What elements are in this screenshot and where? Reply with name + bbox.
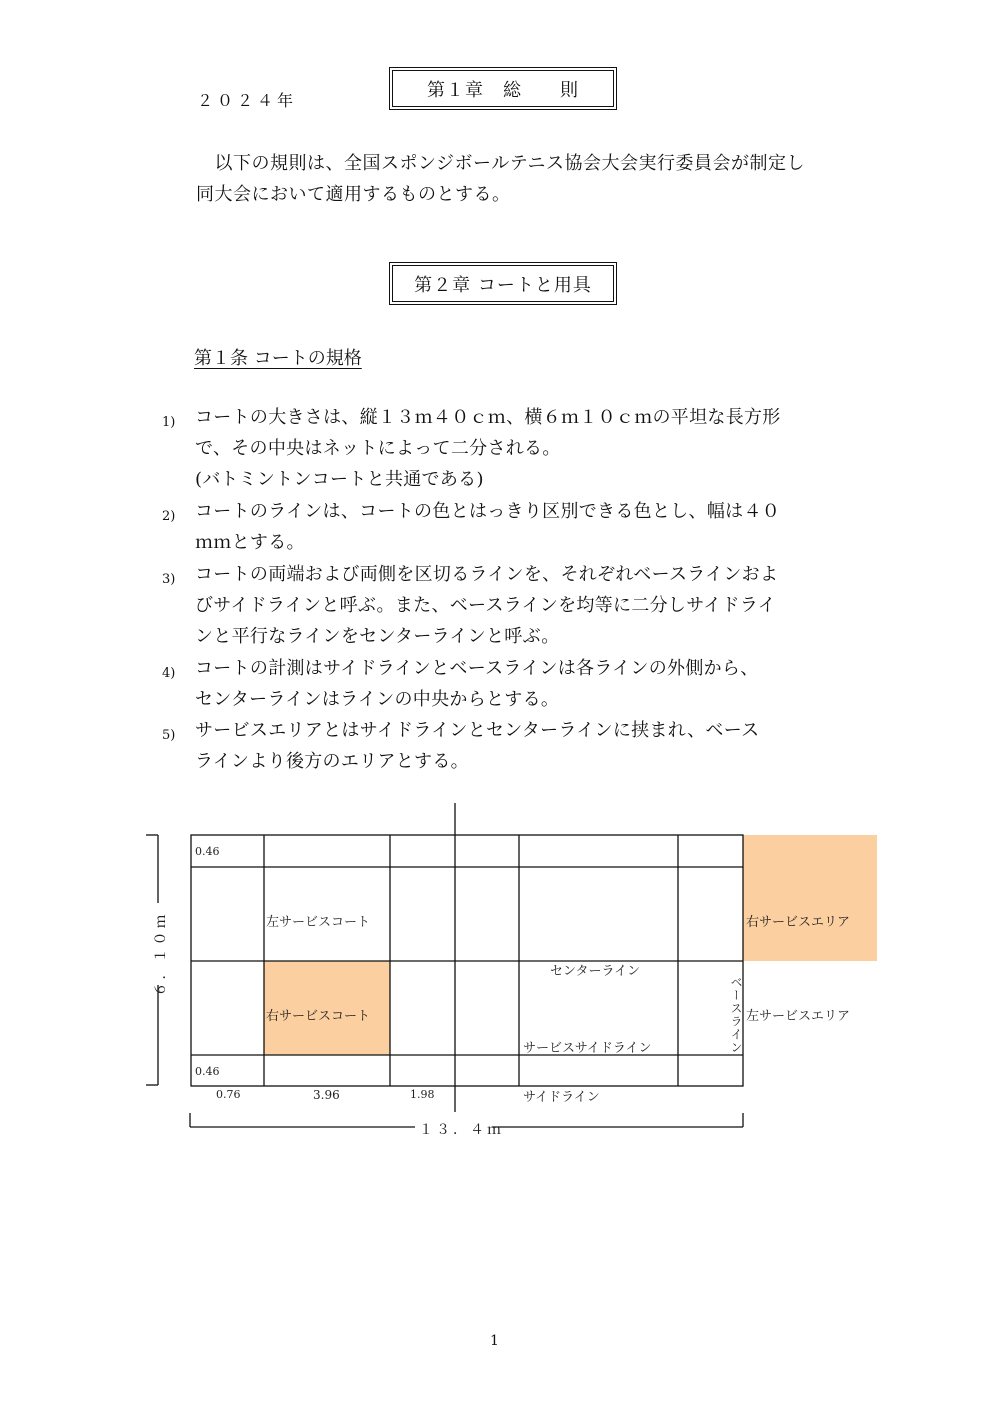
item-number: 5) [162,728,176,743]
item-number: 3) [162,572,176,587]
left-service-area-label: 左サービスエリア [746,1009,851,1024]
right-service-court-label: 右サービスコート [266,1009,371,1024]
item-line: (バトミントンコートと共通である) [195,469,484,490]
item-line: で、その中央はネットによって二分される。 [195,438,561,459]
chapter2-title: 第２章 コートと用具 [392,265,614,302]
dimension-076: 0.76 [216,1088,241,1101]
item-line: ラインより後方のエリアとする。 [195,751,469,772]
item-line: コートの両端および両側を区切るラインを、それぞれベースラインおよ [195,564,779,585]
item-line: コートの大きさは、縦１３ｍ４０ｃｍ、横６ｍ１０ｃｍの平坦な長方形 [195,407,781,428]
center-line-label: センターライン [550,964,641,979]
item-number: 4) [162,666,176,681]
base-line-label: ベースライン [729,976,743,1054]
item-line: びサイドラインと呼ぶ。また、ベースラインを均等に二分しサイドライ [195,595,776,616]
page-number: 1 [490,1333,499,1349]
right-service-area-label: 右サービスエリア [746,915,851,930]
item-line: サービスエリアとはサイドラインとセンターラインに挟まれ、ベース [195,720,760,741]
item-line: コートのラインは、コートの色とはっきり区別できる色とし、幅は４０ [195,501,781,522]
court-width-label: ６．１０ｍ [153,911,169,997]
item-line: ンと平行なラインをセンターラインと呼ぶ。 [195,626,560,647]
chapter1-title: 第１章 総 則 [392,70,614,107]
item-line: コートの計測はサイドラインとベースラインは各ラインの外側から、 [195,658,759,679]
court-length-label: １３．４ｍ [419,1122,504,1138]
side-line-label: サイドライン [523,1090,600,1105]
top-alley-dimension: 0.46 [195,845,220,858]
left-service-court-label: 左サービスコート [266,915,371,930]
item-line: ｍｍとする。 [195,532,305,553]
bottom-alley-dimension: 0.46 [195,1065,220,1078]
dimension-396: 3.96 [313,1088,340,1102]
item-line: センターラインはラインの中央からとする。 [195,689,560,710]
article1-title: 第１条 コートの規格 [194,348,362,369]
intro-line-1: 以下の規則は、全国スポンジボールテニス協会大会実行委員会が制定し [196,153,805,174]
service-side-line-label: サービスサイドライン [523,1041,652,1056]
item-number: 1) [162,415,176,430]
right-service-area-fill [743,835,877,961]
dimension-198: 1.98 [410,1088,435,1101]
item-number: 2) [162,509,176,524]
document-year: ２０２４年 [197,91,298,110]
intro-line-2: 同大会において適用するものとする。 [196,184,511,205]
